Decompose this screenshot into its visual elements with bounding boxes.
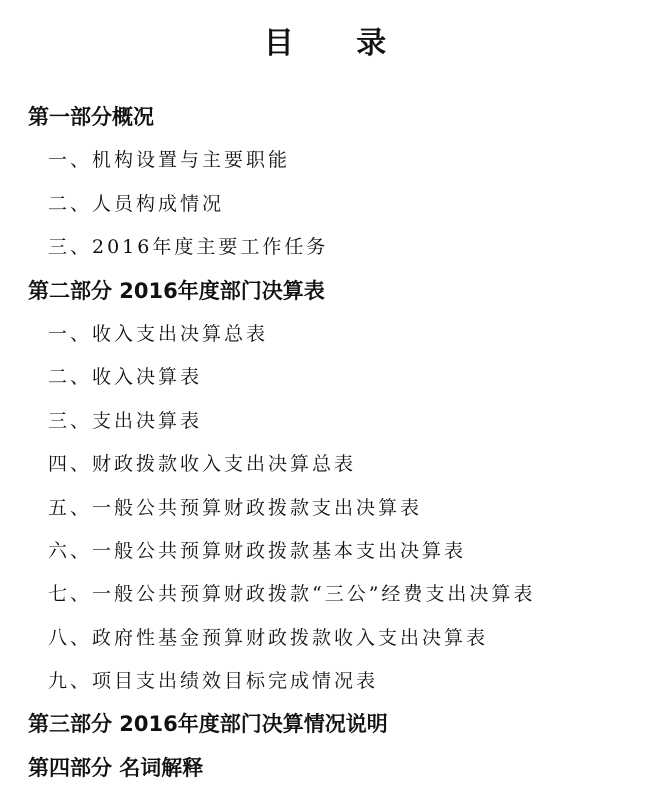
table-of-contents <box>0 96 650 790</box>
toc-item-2-5: 五、一般公共预算财政拨款支出决算表 <box>48 496 423 519</box>
toc-item-2-3: 三、支出决算表 <box>48 409 203 432</box>
toc-part-4: 第四部分 名词解释 <box>28 755 204 780</box>
toc-item-1-1: 一、机构设置与主要职能 <box>48 149 291 172</box>
page-title: 目 录 <box>263 26 413 61</box>
toc-part-2: 第二部分 2016年度部门决算表 <box>28 278 325 303</box>
toc-item-1-2: 二、人员构成情况 <box>48 192 225 215</box>
toc-item-2-7: 七、一般公共预算财政拨款“三公”经费支出决算表 <box>48 583 536 606</box>
toc-item-2-8: 八、政府性基金预算财政拨款收入支出决算表 <box>48 626 489 649</box>
toc-item-2-1: 一、收入支出决算总表 <box>48 322 269 345</box>
toc-item-2-2: 二、收入决算表 <box>48 366 203 389</box>
toc-item-1-3: 三、2016年度主要工作任务 <box>48 236 329 259</box>
toc-item-2-4: 四、财政拨款收入支出决算总表 <box>48 453 357 476</box>
toc-part-1: 第一部分概况 <box>28 105 154 129</box>
toc-item-2-9: 九、项目支出绩效目标完成情况表 <box>48 670 379 693</box>
toc-part-3: 第三部分 2016年度部门决算情况说明 <box>28 712 388 737</box>
toc-item-2-6: 六、一般公共预算财政拨款基本支出决算表 <box>48 539 467 562</box>
